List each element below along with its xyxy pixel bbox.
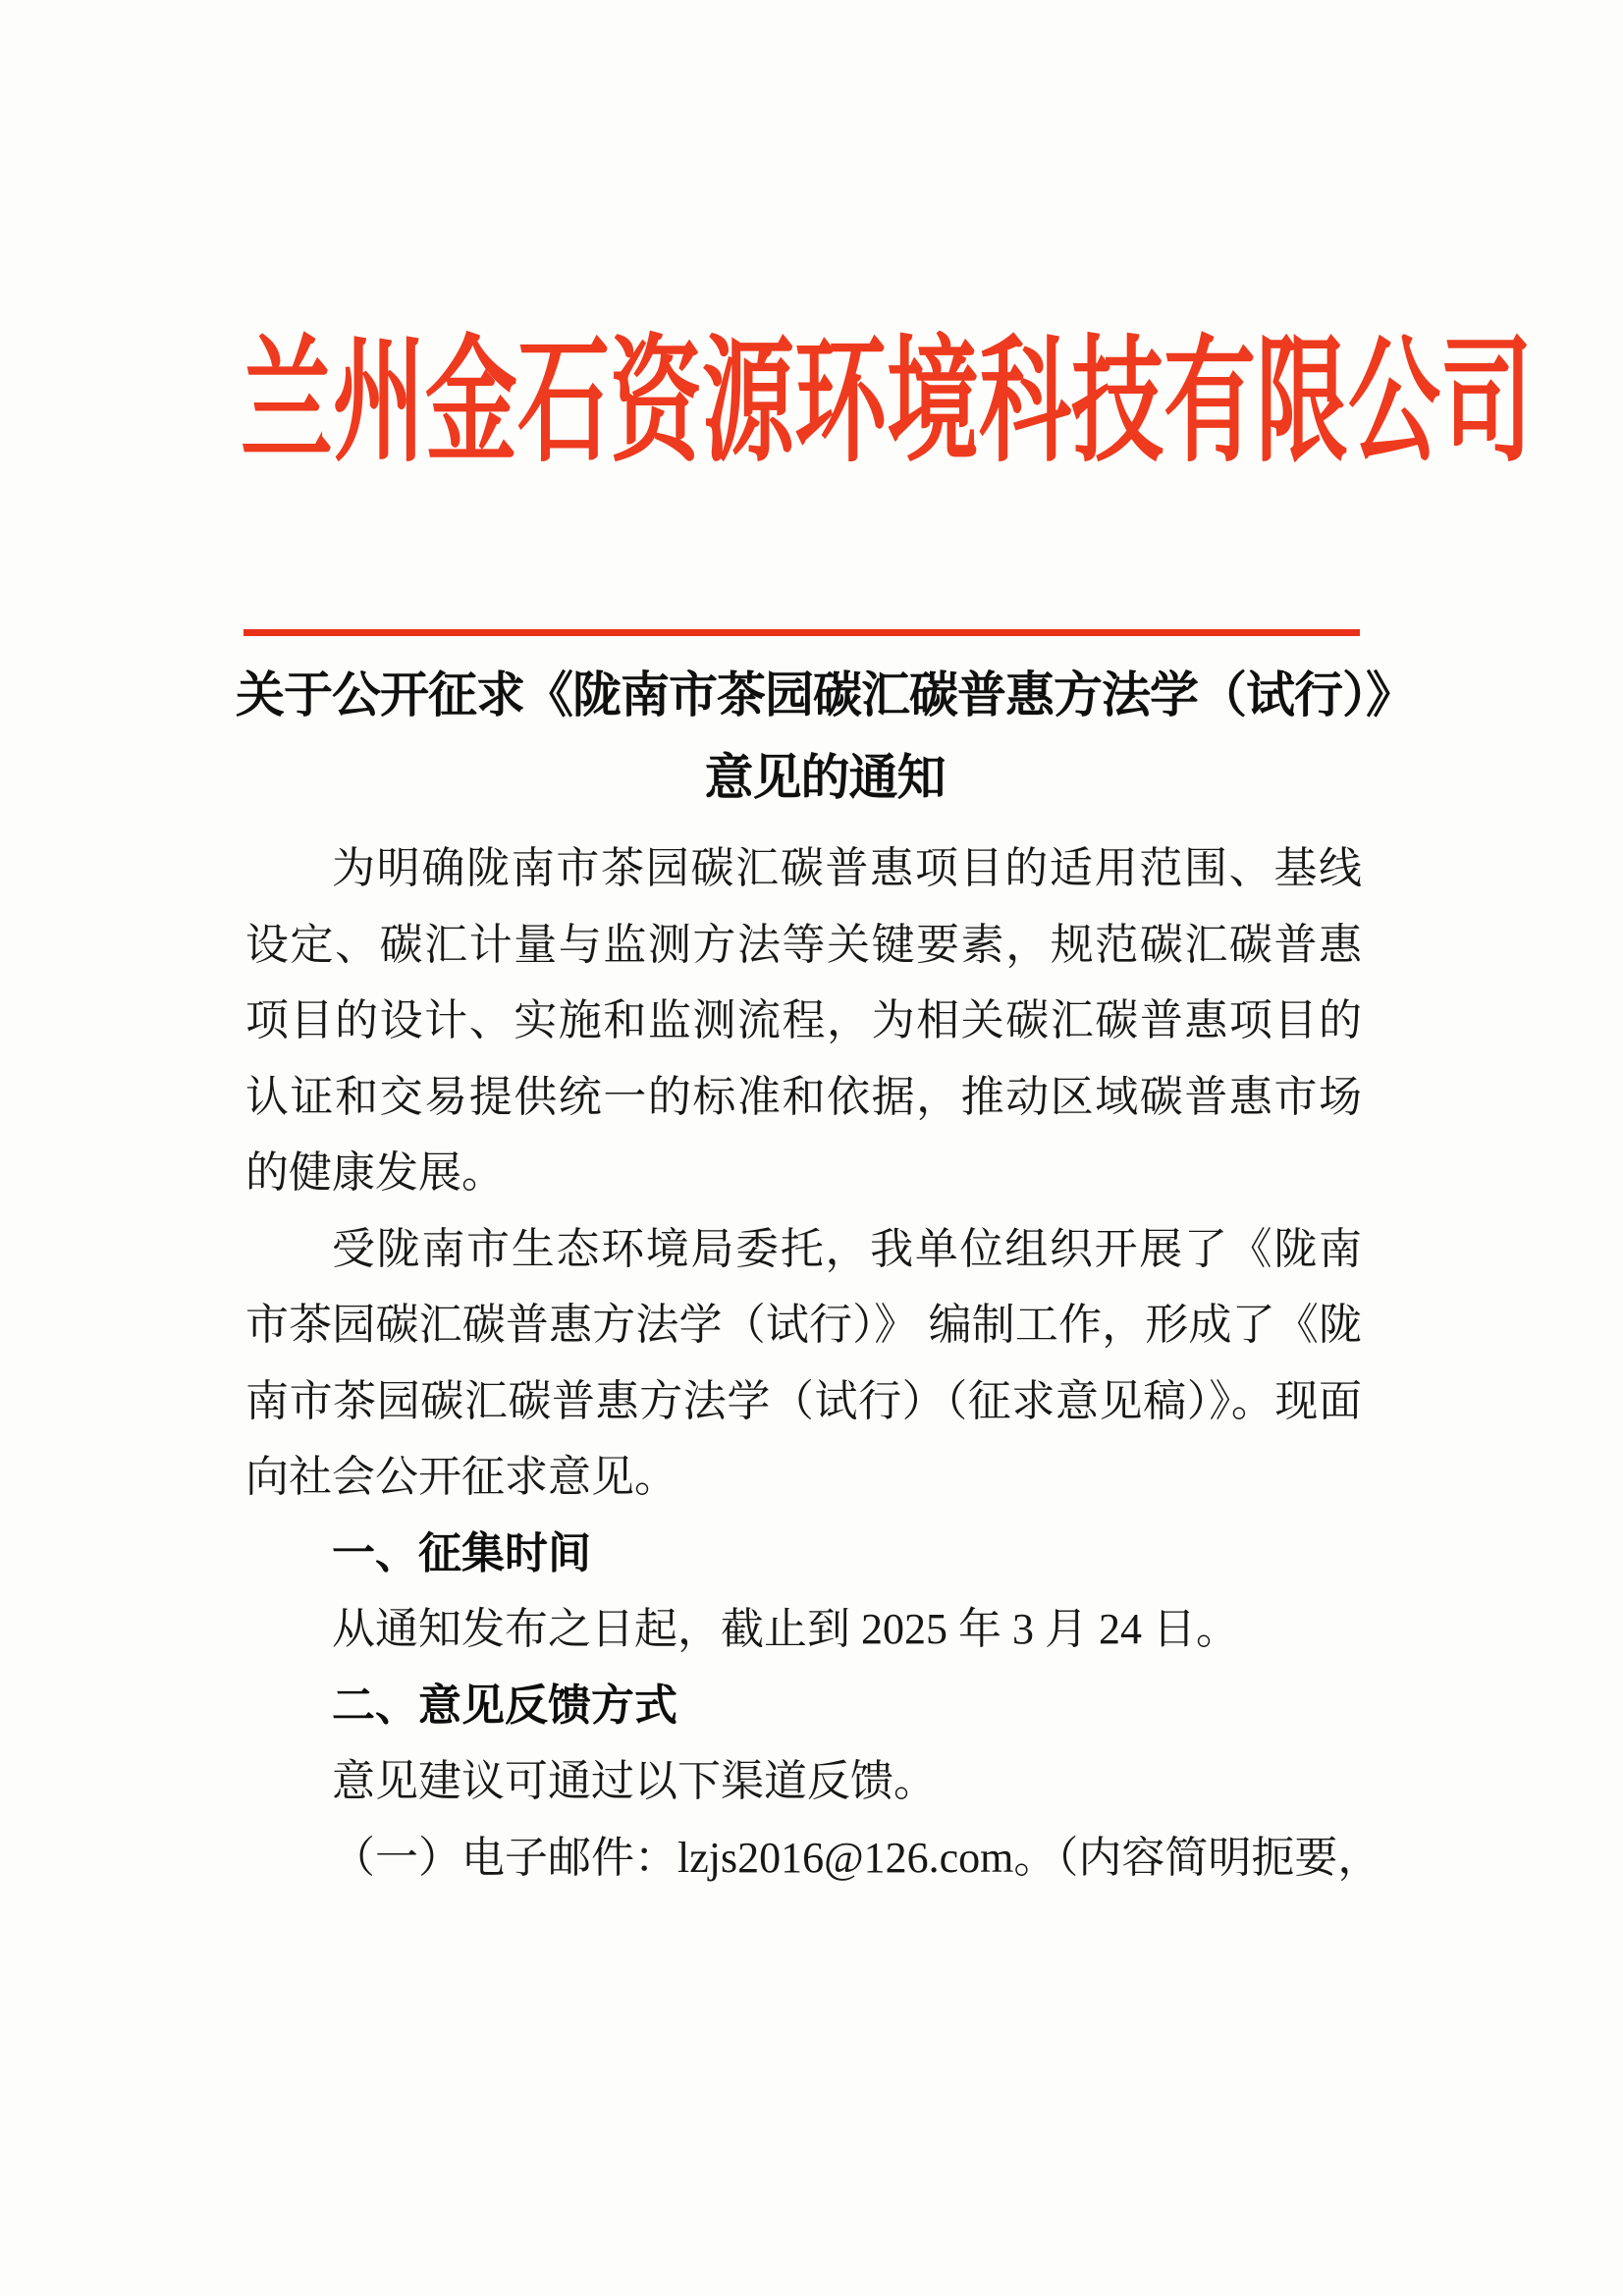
section-1-heading: 一、征集时间 xyxy=(332,1528,591,1577)
section-1-body-deadline: 从通知发布之日起，截止到 2025 年 3 月 24 日。 xyxy=(332,1605,1239,1653)
paragraph-purpose: 为明确陇南市茶园碳汇碳普惠项目的适用范围、基线设定、碳汇计量与监测方法等关键要素，规范碳汇碳普惠项目的设计、实施和监测流程，为相关碳汇碳普惠项目的认证和交易提供统一的标准和依据，推动区域碳普惠市场的健康发展。 xyxy=(245,844,1362,1197)
feedback-email-prefix: （一）电子邮件： xyxy=(332,1833,677,1882)
email-address: lzjs2016@126.com xyxy=(677,1833,1014,1882)
feedback-email-line xyxy=(245,1820,1381,1896)
section-2-body: 意见建议可通过以下渠道反馈。 xyxy=(332,1757,937,1805)
paragraph-background: 受陇南市生态环境局委托，我单位组织开展了《陇南市茶园碳汇碳普惠方法学（试行）》 编制工作，形成了《陇南市茶园碳汇碳普惠方法学（试行）（征求意见稿）》。现面向社会公开征求意见。 xyxy=(245,1224,1362,1501)
notice-title-line-2: 意见的通知 xyxy=(704,750,946,805)
notice-title-line-1: 关于公开征求《陇南市茶园碳汇碳普惠方法学（试行）》 xyxy=(236,667,1414,722)
notice-body xyxy=(245,830,1381,1896)
company-letterhead: 兰州金石资源环境科技有限公司 xyxy=(241,328,1534,479)
section-2-heading: 二、意见反馈方式 xyxy=(332,1681,677,1730)
letterhead-divider-rule xyxy=(243,629,1360,636)
notice-title xyxy=(236,654,1414,819)
feedback-email-suffix: 。（内容简明扼要， xyxy=(1013,1833,1381,1882)
